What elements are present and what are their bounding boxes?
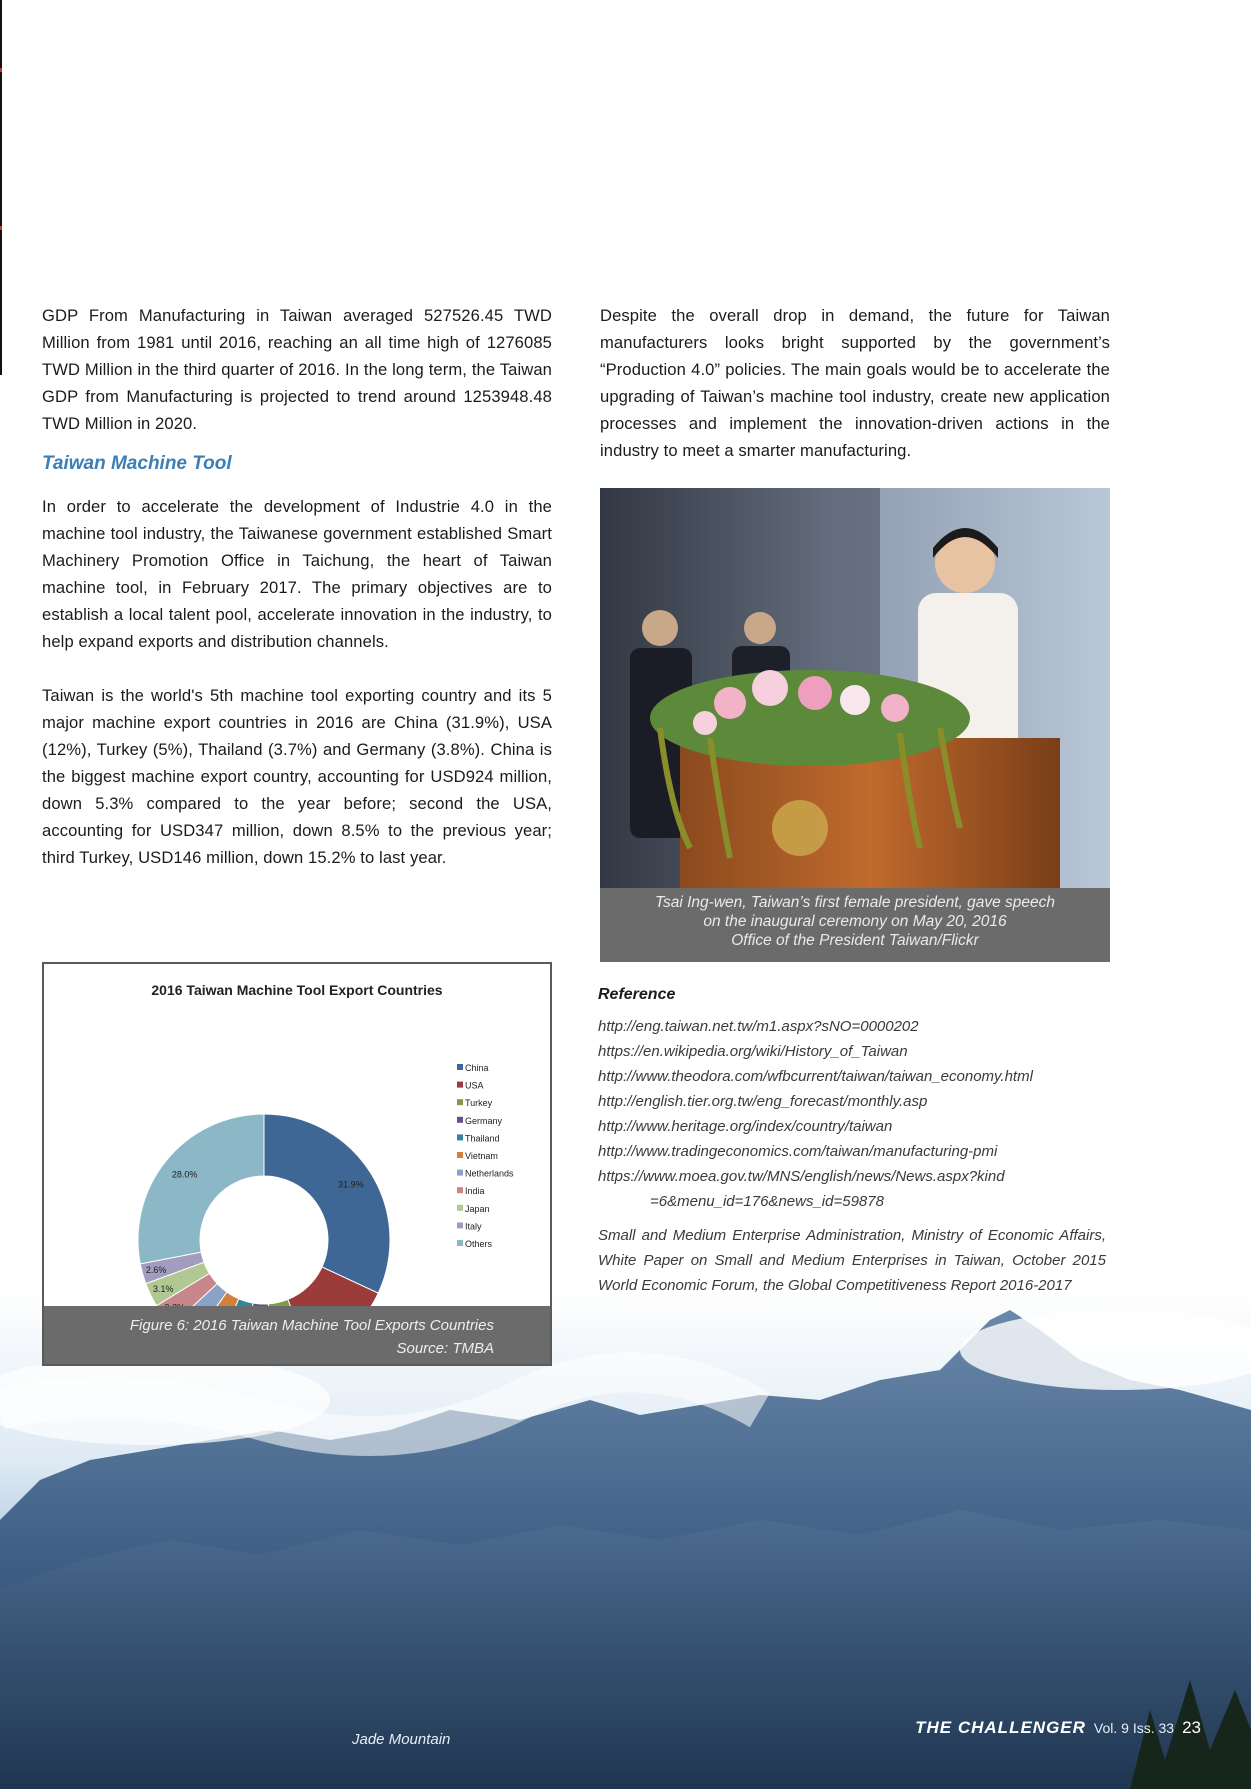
reference-link[interactable]: http://www.tradingeconomics.com/taiwan/manufacturing-pmi (598, 1143, 998, 1160)
scenery-caption: Jade Mountain (352, 1731, 451, 1748)
reference-link[interactable]: http://www.heritage.org/index/country/taiwan (598, 1118, 893, 1135)
legend-swatch (457, 1240, 463, 1246)
left-edge-rule (0, 0, 2, 375)
edge-mark (0, 226, 2, 230)
legend-label: Italy (465, 1221, 482, 1232)
left-column (42, 302, 552, 871)
paragraph-industrie: In order to accelerate the development of Industrie 4.0 in the machine tool industry, the Taiwanese government established Smart Machinery Promotion Office in Taichung, the heart of Taiwan machine tool, in February 2017. The primary objectives are to establish a local talent pool, accelerate innovation in the industry, to help expand exports and distribution channels. (42, 497, 552, 651)
legend-swatch (457, 1134, 463, 1140)
figure-caption-title: Figure 6: 2016 Taiwan Machine Tool Exports Countries (129, 1317, 494, 1334)
export-chart-figure (42, 962, 552, 1366)
president-photo (600, 488, 1110, 962)
reference-section (598, 986, 1108, 1298)
photo-image (600, 488, 1110, 888)
legend-label: Turkey (465, 1098, 493, 1109)
subheading-machine-tool: Taiwan Machine Tool (42, 453, 232, 474)
photo-caption (600, 893, 1110, 950)
donut-chart (44, 964, 550, 1308)
legend-label: Thailand (465, 1133, 500, 1144)
data-label: 28.0% (171, 1169, 198, 1180)
legend-swatch (457, 1082, 463, 1088)
reference-link[interactable]: http://www.theodora.com/wfbcurrent/taiwan/taiwan_economy.html (598, 1068, 1033, 1085)
legend-swatch (457, 1187, 463, 1193)
right-column (600, 302, 1110, 464)
photo-caption-line: Tsai Ing-wen, Taiwan’s first female president, gave speech (654, 894, 1056, 911)
magazine-logo: THE CHALLENGER (915, 1718, 1086, 1737)
legend-label: Others (465, 1239, 493, 1249)
reference-heading: Reference (598, 986, 676, 1003)
slice-china (264, 1114, 390, 1293)
legend-label: USA (465, 1080, 484, 1091)
page-footer (915, 1718, 1201, 1738)
paragraph-outlook: Despite the overall drop in demand, the future for Taiwan manufacturers looks bright supported by the government’s “Production 4.0” policies. The main goals would be to accelerate the upgrading of Taiwan’s machine tool industry, create new application processes and implement the innovation-driven actions in the industry to meet a smarter manufacturing. (600, 306, 1110, 460)
reference-link-continued[interactable]: =6&menu_id=176&news_id=59878 (650, 1193, 884, 1210)
reference-link[interactable]: https://www.moea.gov.tw/MNS/english/news/News.aspx?kind (598, 1168, 1005, 1185)
legend-swatch (457, 1064, 463, 1070)
data-label: 31.9% (338, 1179, 364, 1190)
figure-caption-source: Source: TMBA (396, 1340, 494, 1357)
chart-title: 2016 Taiwan Machine Tool Export Countries (151, 982, 443, 998)
legend-label: Japan (465, 1203, 490, 1214)
reference-note: Small and Medium Enterprise Administration, Ministry of Economic Affairs, White Paper on Small and Medium Enterprises in Taiwan, October 2015 World Economic Forum, the Global Competitiveness Report 2016-2017 (598, 1227, 1106, 1294)
paragraph-gdp: GDP From Manufacturing in Taiwan averaged 527526.45 TWD Million from 1981 until 2016, reaching an all time high of 1276085 TWD Million in the third quarter of 2016. In the long term, the Taiwan GDP from Manufacturing is projected to trend around 1253948.48 TWD Million in 2020. (42, 306, 552, 433)
data-label: 2.6% (145, 1265, 167, 1276)
legend-swatch (457, 1099, 463, 1105)
reference-link[interactable]: http://eng.taiwan.net.tw/m1.aspx?sNO=0000202 (598, 1018, 919, 1035)
legend-label: China (465, 1063, 489, 1073)
legend-swatch (457, 1222, 463, 1228)
legend-swatch (457, 1205, 463, 1211)
legend-label: Vietnam (465, 1151, 498, 1161)
legend-swatch (457, 1170, 463, 1176)
legend-label: India (465, 1186, 485, 1197)
issue-label: Vol. 9 Iss. 33 (1093, 1720, 1175, 1736)
figure-caption (44, 1306, 550, 1364)
legend-label: Germany (465, 1115, 503, 1126)
legend-label: Netherlands (465, 1168, 514, 1179)
reference-link[interactable]: https://en.wikipedia.org/wiki/History_of_Taiwan (598, 1043, 908, 1060)
edge-mark (0, 68, 2, 72)
photo-caption-credit: Office of the President Taiwan/Flickr (731, 932, 979, 949)
reference-list (598, 1014, 1108, 1214)
data-label: 3.1% (152, 1283, 174, 1294)
legend-swatch (457, 1117, 463, 1123)
slice-others (138, 1114, 264, 1264)
paragraph-exports: Taiwan is the world's 5th machine tool exporting country and its 5 major machine export countries in 2016 are China (31.9%), USA (12%), Turkey (5%), Thailand (3.7%) and Germany (3.8%). China is the biggest machine export country, accounting for USD924 million, down 5.3% compared to the year before; second the USA, accounting for USD347 million, down 8.5% to the previous year; third Turkey, USD146 million, down 15.2% to last year. (42, 686, 552, 867)
photo-caption-line: on the inaugural ceremony on May 20, 2016 (703, 913, 1007, 930)
page-number: 23 (1182, 1718, 1201, 1737)
reference-link[interactable]: http://english.tier.org.tw/eng_forecast/monthly.asp (598, 1093, 928, 1110)
legend-swatch (457, 1152, 463, 1158)
